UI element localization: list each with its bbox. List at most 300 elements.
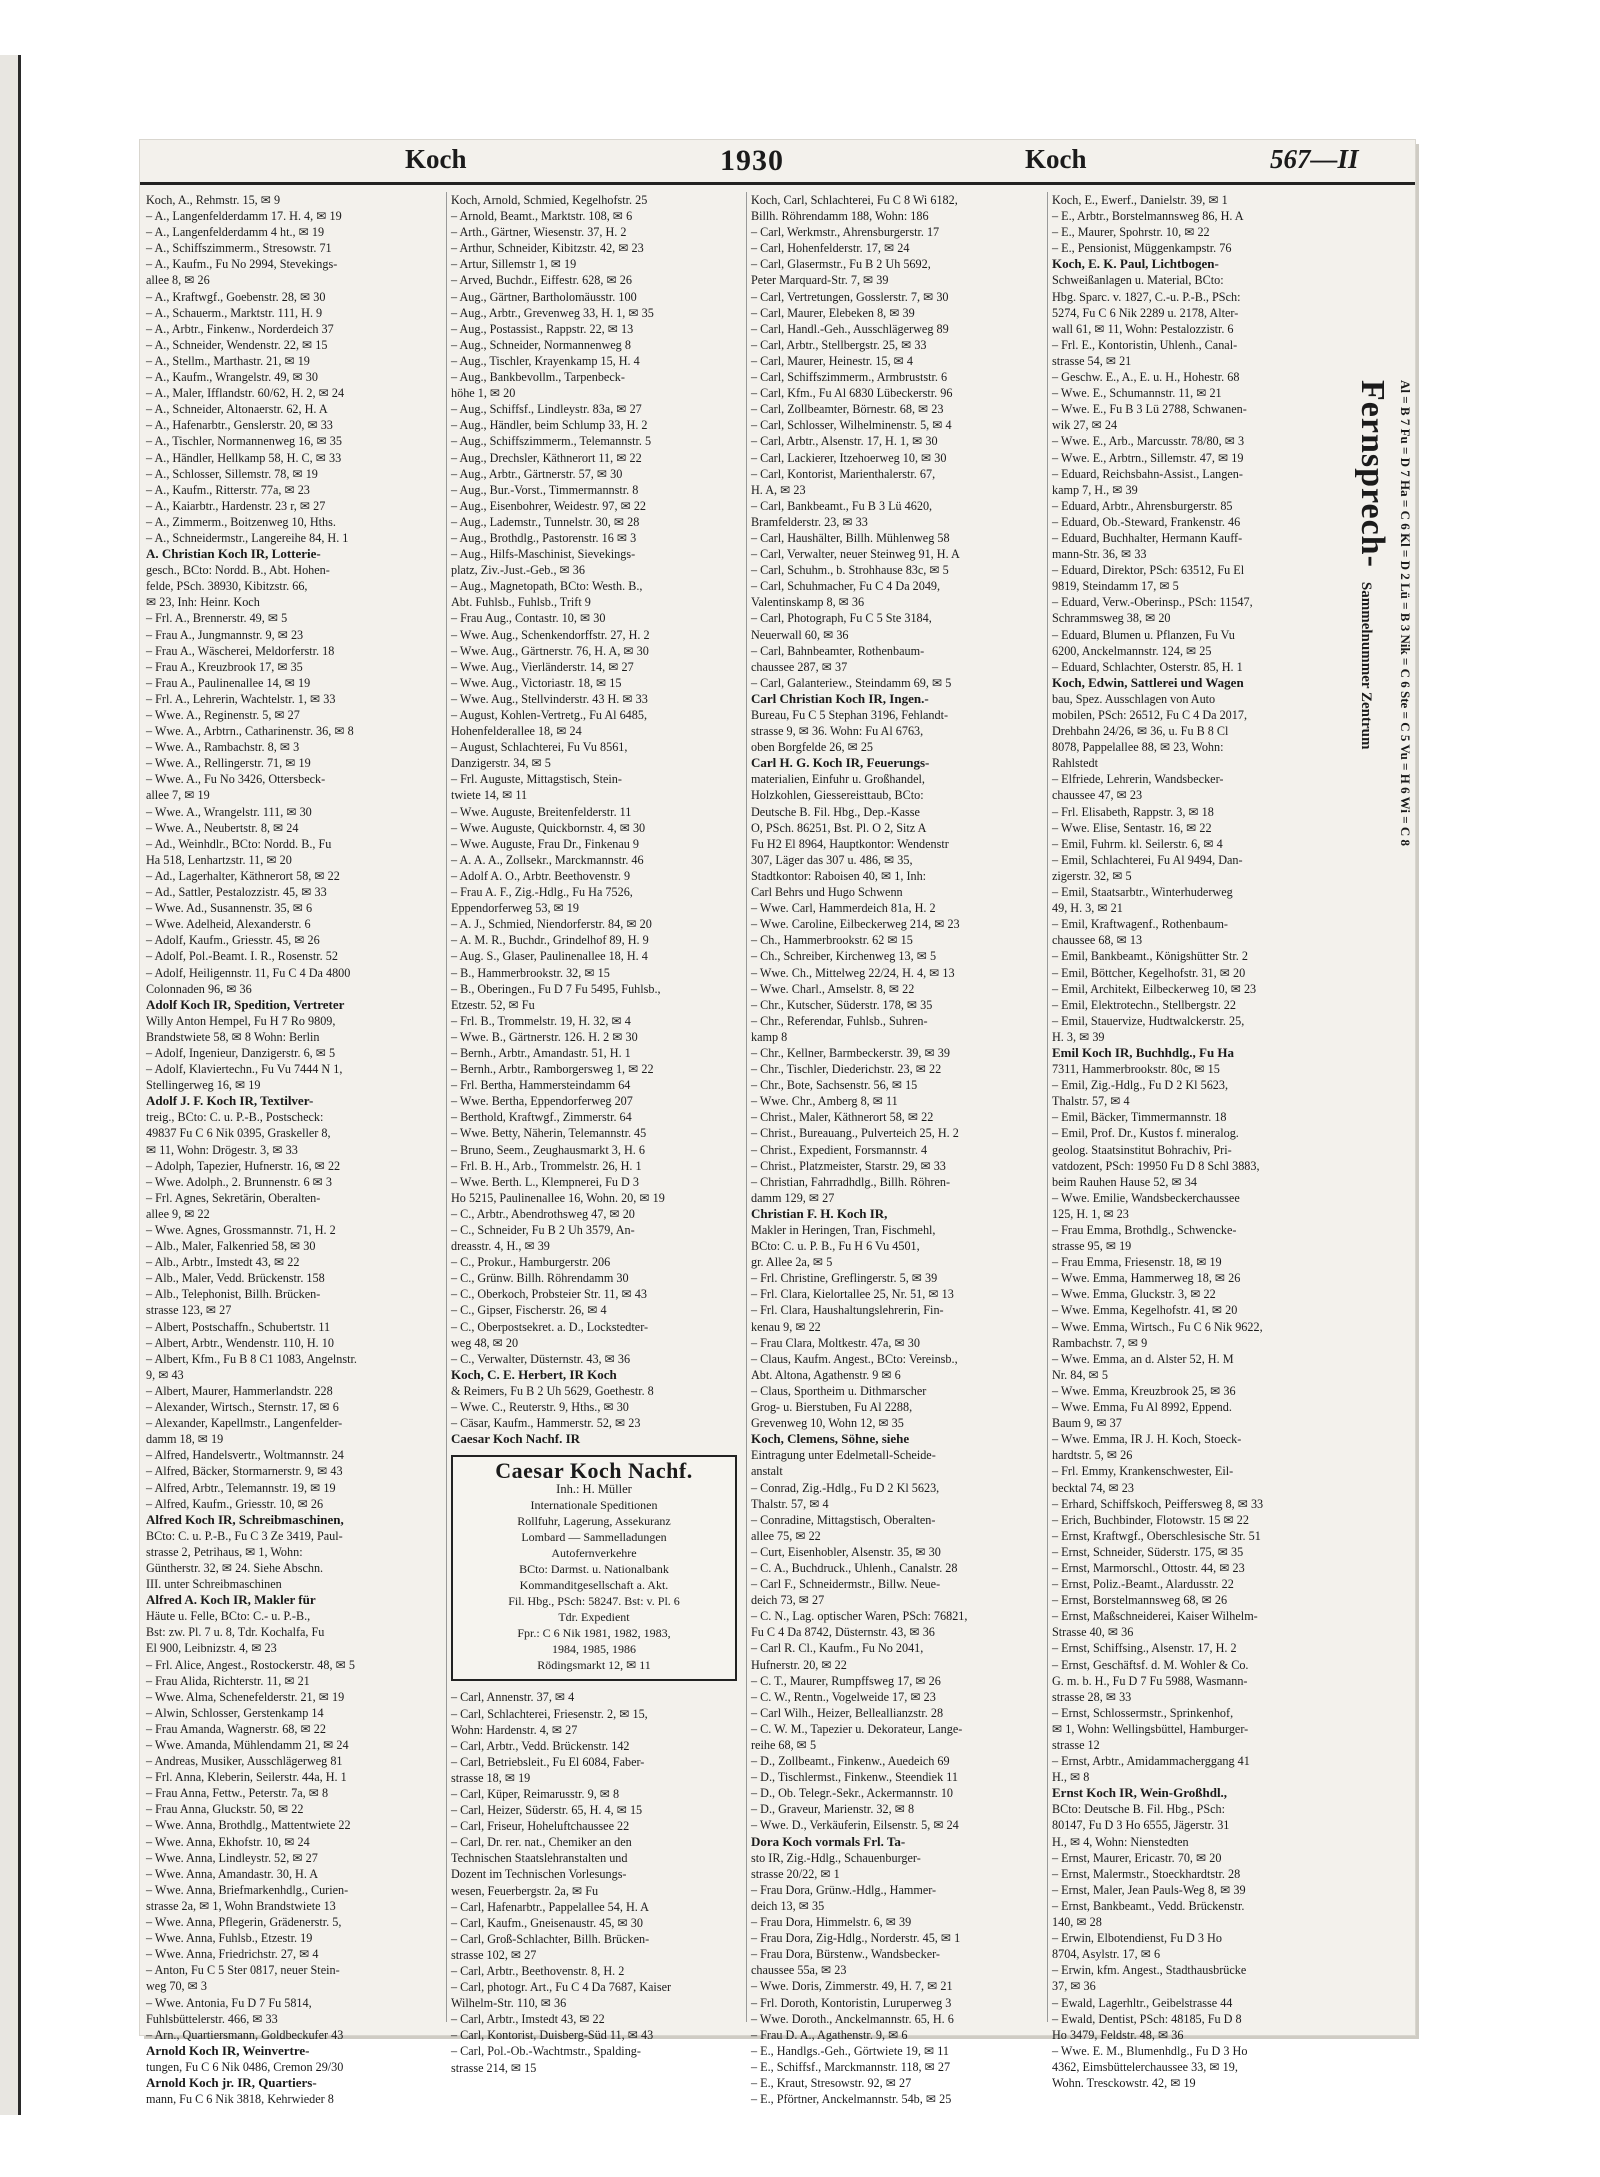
directory-entry: – Carl F., Schneidermstr., Billw. Neue- <box>751 1577 941 1592</box>
directory-entry: Peter Marquard-Str. 7, ✉ 39 <box>751 273 889 288</box>
directory-entry: Rambachstr. 7, ✉ 9 <box>1052 1335 1148 1350</box>
directory-entry: – Wwe. Anna, Brothdlg., Mattentwiete 22 <box>146 1818 351 1833</box>
directory-entry: – Wwe. Ch., Mittelweg 22/24, H. 4, ✉ 13 <box>751 965 955 980</box>
directory-entry: – Frau Dora, Zig-Hdlg., Norderstr. 45, ✉ 1 <box>751 1931 961 1946</box>
directory-entry: Schweißanlagen u. Material, BCto: <box>1052 273 1224 288</box>
directory-entry: – Wwe. Chr., Amberg 8, ✉ 11 <box>751 1094 898 1109</box>
directory-entry: deich 73, ✉ 27 <box>751 1593 825 1608</box>
directory-entry: – Albert, Maurer, Hammerlandstr. 228 <box>146 1383 333 1398</box>
directory-entry: strasse 12 <box>1052 1738 1100 1752</box>
directory-entry: – A., Schneidermstr., Langereihe 84, H. 1 <box>146 530 349 545</box>
directory-entry: O, PSch. 86251, Bst. Pl. O 2, Sitz A <box>751 820 927 835</box>
directory-entry: strasse 214, ✉ 15 <box>451 2060 537 2075</box>
directory-entry: twiete 14, ✉ 11 <box>451 788 528 803</box>
directory-entry-bold: Arnold Koch jr. IR, Quartiers- <box>146 2074 317 2090</box>
directory-entry: – Carl, Schlosser, Wilhelminenstr. 5, ✉ 4 <box>751 418 952 433</box>
directory-entry: – Carl, Arbtr., Beethovenstr. 8, H. 2 <box>451 1964 625 1978</box>
directory-entry: – A., Tischler, Normannenweg 16, ✉ 35 <box>146 434 342 449</box>
directory-entry: Ho 3479, Feldstr. 48, ✉ 36 <box>1052 2027 1184 2042</box>
directory-entry: – Aug., Bankbevollm., Tarpenbeck- <box>451 370 625 385</box>
directory-entry: – Bernh., Arbtr., Ramborgersweg 1, ✉ 22 <box>451 1062 654 1077</box>
directory-entry: strasse 123, ✉ 27 <box>146 1303 232 1318</box>
directory-entry: hardtstr. 5, ✉ 26 <box>1052 1448 1133 1463</box>
directory-entry: – C. A., Buchdruck., Uhlenh., Canalstr. 28 <box>751 1560 958 1575</box>
directory-entry: – Christ., Expedient, Forsmannstr. 4 <box>751 1142 928 1157</box>
directory-entry: – Adolf, Pol.-Beamt. I. R., Rosenstr. 52 <box>146 949 338 964</box>
directory-entry: – Ch., Hammerbrookstr. 62 ✉ 15 <box>751 933 913 948</box>
directory-entry: – Alfred, Bäcker, Stormarnerstr. 9, ✉ 43 <box>146 1464 343 1479</box>
directory-entry: – Ad., Lagerhalter, Käthnerort 58, ✉ 22 <box>146 868 340 883</box>
directory-entry: – Wwe. Charl., Amselstr. 8, ✉ 22 <box>751 981 915 996</box>
directory-entry: – E., Kraut, Stresowstr. 92, ✉ 27 <box>751 2075 912 2090</box>
directory-entry: Hbg. Sparc. v. 1827, C.-u. P.-B., PSch: <box>1052 289 1241 304</box>
directory-entry: – Chr., Bote, Sachsenstr. 56, ✉ 15 <box>751 1078 918 1093</box>
directory-entry: becktal 74, ✉ 23 <box>1052 1480 1134 1495</box>
directory-entry: – Ernst, Kraftwgf., Oberschlesische Str. 51 <box>1052 1528 1261 1543</box>
directory-entry: – Carl, Hohenfelderstr. 17, ✉ 24 <box>751 241 910 256</box>
directory-entry: Stellingerweg 16, ✉ 19 <box>146 1078 261 1093</box>
directory-entry: – Wwe. A., Fu No 3426, Ottersbeck- <box>146 772 326 787</box>
directory-entry: – Carl, Pol.-Ob.-Wachtmstr., Spalding- <box>451 2044 641 2059</box>
directory-entry: damm 18, ✉ 19 <box>146 1432 224 1447</box>
directory-entry: – Wwe. E. M., Blumenhdlg., Fu D 3 Ho <box>1052 2043 1248 2058</box>
directory-entry: H., ✉ 8 <box>1052 1770 1090 1785</box>
directory-entry: – Ernst, Maßschneiderei, Kaiser Wilhelm- <box>1052 1609 1258 1624</box>
ad-line: Fil. Hbg., PSch: 58247. Bst: v. Pl. 6 <box>508 1594 680 1609</box>
directory-entry: tungen, Fu C 6 Nik 0486, Cremon 29/30 <box>146 2059 344 2074</box>
directory-entry: Dozent im Technischen Vorlesungs- <box>451 1867 627 1882</box>
directory-entry-bold: A. Christian Koch IR, Lotterie- <box>146 546 321 562</box>
directory-entry: – Frau A., Wäscherei, Meldorferstr. 18 <box>146 643 335 658</box>
directory-entry: – Frl. Clara, Kielortallee 25, Nr. 51, ✉ 13 <box>751 1287 954 1302</box>
directory-entry: – Elfriede, Lehrerin, Wandsbecker- <box>1052 772 1224 787</box>
directory-entry: kenau 9, ✉ 22 <box>751 1319 821 1334</box>
directory-entry: – Aug., Magnetopath, BCto: Westh. B., <box>451 579 643 594</box>
directory-entry: – Adolf, Heiligennstr. 11, Fu C 4 Da 4800 <box>146 965 351 980</box>
directory-entry: – Christian, Fahrradhdlg., Billh. Röhren- <box>751 1174 951 1189</box>
column-1 <box>146 192 436 2107</box>
directory-entry: – Wwe. Aug., Gärtnerstr. 76, H. A, ✉ 30 <box>451 643 649 658</box>
directory-entry: – Conradine, Mittagstisch, Oberalten- <box>751 1512 936 1527</box>
directory-entry-bold: Alfred A. Koch IR, Makler für <box>146 1592 316 1608</box>
directory-entry: 9, ✉ 43 <box>146 1367 184 1382</box>
directory-entry: – Emil, Bankbeamt., Königshütter Str. 2 <box>1052 949 1248 964</box>
directory-entry: allee 75, ✉ 22 <box>751 1528 821 1543</box>
ad-line: Rollfuhr, Lagerung, Assekuranz <box>517 1514 671 1529</box>
directory-entry: – Eduard, Buchhalter, Hermann Kauff- <box>1052 530 1243 545</box>
directory-entry: – Emil, Staatsarbtr., Winterhuderweg <box>1052 885 1233 900</box>
ad-line: Autofernverkehre <box>551 1546 637 1561</box>
directory-entry: III. unter Schreibmaschinen <box>146 1577 282 1592</box>
directory-entry: – Wwe. Agnes, Grossmannstr. 71, H. 2 <box>146 1223 336 1237</box>
directory-entry: – Carl, Arbtr., Imstedt 43, ✉ 22 <box>451 2012 605 2027</box>
directory-entry: – E., Pförtner, Anckelmannstr. 54b, ✉ 25 <box>751 2092 952 2107</box>
directory-entry: – Eduard, Verw.-Oberinsp., PSch: 11547, <box>1052 595 1253 610</box>
directory-entry: – Carl, Arbtr., Stellbergstr. 25, ✉ 33 <box>751 337 927 352</box>
directory-entry: – Alb., Maler, Vedd. Brückenstr. 158 <box>146 1271 325 1286</box>
directory-entry: H., ✉ 4, Wohn: Nienstedten <box>1052 1834 1189 1849</box>
directory-entry: kamp 8 <box>751 1029 788 1044</box>
directory-entry: Schrammsweg 38, ✉ 20 <box>1052 611 1171 626</box>
directory-entry: – Artur, Sillemstr 1, ✉ 19 <box>451 257 577 272</box>
directory-entry: – Anton, Fu C 5 Ster 0817, neuer Stein- <box>146 1963 340 1978</box>
page-header <box>140 140 1415 185</box>
directory-entry: wall 61, ✉ 11, Wohn: Pestalozzistr. 6 <box>1052 321 1234 336</box>
directory-entry: Etzestr. 52, ✉ Fu <box>451 997 535 1012</box>
directory-entry: – Eduard, Arbtr., Ahrensburgerstr. 85 <box>1052 498 1233 513</box>
directory-entry: chaussee 68, ✉ 13 <box>1052 933 1143 948</box>
directory-entry: mobilen, PSch: 26512, Fu C 4 Da 2017, <box>1052 708 1248 722</box>
directory-entry: – Frau Aug., Contastr. 10, ✉ 30 <box>451 611 606 626</box>
directory-entry: – Alfred, Arbtr., Telemannstr. 19, ✉ 19 <box>146 1480 336 1495</box>
directory-entry: – Carl, Photograph, Fu C 5 Ste 3184, <box>751 611 932 626</box>
directory-entry: – Frl. Alice, Angest., Rostockerstr. 48, ✉ 5 <box>146 1657 355 1672</box>
header-year: 1930 <box>720 144 784 177</box>
directory-entry: – Eduard, Schlachter, Osterstr. 85, H. 1 <box>1052 659 1243 674</box>
directory-entry: – Frau D. A., Agathenstr. 9, ✉ 6 <box>751 2027 908 2042</box>
directory-entry: oben Borgfelde 26, ✉ 25 <box>751 740 874 755</box>
directory-entry: – Wwe. Aug., Schenkendorffstr. 27, H. 2 <box>451 627 650 642</box>
directory-entry: sto IR, Zig.-Hdlg., Schauenburger- <box>751 1850 921 1865</box>
directory-entry: – A., Kaufm., Fu No 2994, Stevekings- <box>146 257 338 272</box>
directory-entry: – Carl, Küper, Reimarusstr. 9, ✉ 8 <box>451 1786 620 1801</box>
directory-entry: – Albert, Kfm., Fu B 8 C1 1083, Angelnstr. <box>146 1351 357 1366</box>
directory-entry: – Eduard, Blumen u. Pflanzen, Fu Vu <box>1052 627 1235 642</box>
directory-entry: gr. Allee 2a, ✉ 5 <box>751 1255 833 1270</box>
directory-entry: – Carl, Arbtr., Alsenstr. 17, H. 1, ✉ 30 <box>751 434 938 449</box>
directory-entry: – Frau Emma, Brothdlg., Schwencke- <box>1052 1223 1237 1237</box>
directory-entry-bold: Koch, E. K. Paul, Lichtbogen- <box>1052 256 1219 272</box>
directory-entry: – D., Zollbeamt., Finkenw., Auedeich 69 <box>751 1754 950 1769</box>
directory-entry: – Wwe. Berth. L., Klempnerei, Fu D 3 <box>451 1174 639 1189</box>
directory-entry: – Carl, Kfm., Fu Al 6830 Lübeckerstr. 96 <box>751 386 953 401</box>
directory-entry: Abt. Altona, Agathenstr. 9 ✉ 6 <box>751 1367 901 1382</box>
previous-page-edge <box>0 55 21 2115</box>
directory-entry: 4362, Eimsbüttelerchaussee 33, ✉ 19, <box>1052 2059 1238 2074</box>
directory-entry-bold: Adolf J. F. Koch IR, Textilver- <box>146 1093 314 1109</box>
directory-entry: – E., Handlgs.-Geh., Görtwiete 19, ✉ 11 <box>751 2043 949 2058</box>
directory-entry: Bst: zw. Pl. 7 u. 8, Tdr. Kochalfa, Fu <box>146 1625 325 1640</box>
directory-entry: – Wwe. B., Gärtnerstr. 126. H. 2 ✉ 30 <box>451 1029 638 1044</box>
telephone-sidebar <box>1354 380 1415 1660</box>
directory-entry: – Frl. B., Trommelstr. 19, H. 32, ✉ 4 <box>451 1013 631 1028</box>
directory-entry: – Frau A. F., Zig.-Hdlg., Fu Ha 7526, <box>451 885 633 900</box>
directory-entry: – Wwe. Elise, Sentastr. 16, ✉ 22 <box>1052 820 1212 835</box>
directory-entry: – Carl Wilh., Heizer, Belleallianzstr. 28 <box>751 1705 944 1720</box>
directory-entry: – Arthur, Schneider, Kibitzstr. 42, ✉ 23 <box>451 241 644 256</box>
directory-entry: anstalt <box>751 1464 783 1479</box>
directory-entry: weg 70, ✉ 3 <box>146 1979 207 1994</box>
directory-entry: – Wwe. Adelheid, Alexanderstr. 6 <box>146 917 311 932</box>
directory-entry: Bramfelderstr. 23, ✉ 33 <box>751 514 868 529</box>
directory-entry: – Carl, Handl.-Geh., Ausschlägerweg 89 <box>751 321 949 336</box>
directory-entry: – Aug., Händler, beim Schlump 33, H. 2 <box>451 418 648 433</box>
directory-entry: mann, Fu C 6 Nik 3818, Kehrwieder 8 <box>146 2092 334 2107</box>
directory-entry: – C. W. M., Tapezier u. Dekorateur, Lange- <box>751 1721 963 1736</box>
directory-entry: – Carl, Galanteriew., Steindamm 69, ✉ 5 <box>751 675 952 690</box>
directory-entry: – Wwe. Emma, IR J. H. Koch, Stoeck- <box>1052 1432 1242 1447</box>
directory-entry: – Ernst, Marmorschl., Ottostr. 44, ✉ 23 <box>1052 1560 1245 1575</box>
directory-entry: wik 27, ✉ 24 <box>1052 418 1118 433</box>
directory-entry: – Adolph, Tapezier, Hufnerstr. 16, ✉ 22 <box>146 1158 341 1173</box>
directory-entry: – Adolf, Ingenieur, Danzigerstr. 6, ✉ 5 <box>146 1045 336 1060</box>
directory-entry: – Carl, Glasermstr., Fu B 2 Uh 5692, <box>751 257 931 272</box>
directory-entry: 80147, Fu D 3 Ho 6555, Jägerstr. 31 <box>1052 1818 1230 1833</box>
directory-entry: ✉ 1, Wohn: Wellingsbüttel, Hamburger- <box>1052 1721 1249 1736</box>
directory-entry: – Ernst, Borstelmannsweg 68, ✉ 26 <box>1052 1593 1228 1608</box>
directory-entry: – Ernst, Schlossermstr., Sprinkenhof, <box>1052 1705 1234 1720</box>
directory-entry: allee 9, ✉ 22 <box>146 1206 210 1221</box>
directory-entry: – C., Gipser, Fischerstr. 26, ✉ 4 <box>451 1303 607 1318</box>
directory-entry: – August, Kohlen-Vertretg., Fu Al 6485, <box>451 708 648 722</box>
directory-entry: – Wwe. A., Reginenstr. 5, ✉ 27 <box>146 708 300 722</box>
directory-entry: – Frau A., Paulinenallee 14, ✉ 19 <box>146 675 311 690</box>
directory-entry: – C. T., Maurer, Rumpffsweg 17, ✉ 26 <box>751 1673 941 1688</box>
directory-entry: – Aug., Drechsler, Käthnerort 11, ✉ 22 <box>451 450 642 465</box>
directory-entry: – Emil, Prof. Dr., Kustos f. mineralog. <box>1052 1126 1239 1141</box>
directory-entry: geolog. Staatsinstitut Bohrachiv, Pri- <box>1052 1142 1232 1157</box>
directory-entry: – Ernst, Poliz.-Beamt., Alardusstr. 22 <box>1052 1577 1234 1592</box>
directory-entry: – A. J., Schmied, Niendorferstr. 84, ✉ 20 <box>451 917 652 932</box>
directory-entry: treig., BCto: C. u. P.-B., Postscheck: <box>146 1110 324 1125</box>
directory-entry: – C., Verwalter, Düsternstr. 43, ✉ 36 <box>451 1351 631 1366</box>
directory-entry: – Carl, Bahnbeamter, Rothenbaum- <box>751 643 925 658</box>
directory-entry: Ha 518, Lenhartzstr. 11, ✉ 20 <box>146 852 292 867</box>
directory-entry: deich 13, ✉ 35 <box>751 1898 825 1913</box>
directory-entry: – Carl, Vertretungen, Gosslerstr. 7, ✉ 30 <box>751 289 949 304</box>
directory-entry: Koch, Arnold, Schmied, Kegelhofstr. 25 <box>451 193 648 207</box>
directory-entry: – Wwe. Alma, Schenefelderstr. 21, ✉ 19 <box>146 1689 345 1704</box>
directory-entry: – A., Schiffszimmerm., Stresowstr. 71 <box>146 241 332 256</box>
directory-entry: 37, ✉ 36 <box>1052 1979 1096 1994</box>
directory-entry: – Frl. Bertha, Hammersteindamm 64 <box>451 1078 631 1093</box>
ad-title: Caesar Koch Nachf. <box>495 1458 693 1484</box>
directory-entry: – C., Oberkoch, Probsteier Str. 11, ✉ 43 <box>451 1287 647 1302</box>
directory-entry: – Frl. E., Kontoristin, Uhlenh., Canal- <box>1052 337 1238 352</box>
directory-entry: – Carl, Hafenarbtr., Pappelallee 54, H. A <box>451 1899 649 1914</box>
directory-entry: 5274, Fu C 6 Nik 2289 u. 2178, Alter- <box>1052 305 1239 320</box>
column-3 <box>746 192 1041 2107</box>
directory-entry: – D., Ob. Telegr.-Sekr., Ackermannstr. 10 <box>751 1786 954 1801</box>
directory-entry: ✉ 23, Inh: Heinr. Koch <box>146 595 260 610</box>
directory-entry: allee 7, ✉ 19 <box>146 788 210 803</box>
directory-entry: – C., Arbtr., Abendrothsweg 47, ✉ 20 <box>451 1206 635 1221</box>
directory-entry: zigerstr. 32, ✉ 5 <box>1052 868 1132 883</box>
directory-entry: – Carl, Maurer, Elebeken 8, ✉ 39 <box>751 305 915 320</box>
directory-entry: – Frl. Clara, Haushaltungslehrerin, Fin- <box>751 1303 944 1318</box>
ad-line: Kommanditgesellschaft a. Akt. <box>519 1578 669 1593</box>
directory-entry: – Wwe. Carl, Hammerdeich 81a, H. 2 <box>751 901 936 916</box>
directory-entry: – C., Grünw. Billh. Röhrendamm 30 <box>451 1271 629 1286</box>
directory-entry: – Bernh., Arbtr., Amandastr. 51, H. 1 <box>451 1045 631 1060</box>
directory-entry: – Aug., Brothdlg., Pastorenstr. 16 ✉ 3 <box>451 530 637 545</box>
directory-entry: – C. N., Lag. optischer Waren, PSch: 76821, <box>751 1609 968 1624</box>
directory-entry: Eintragung unter Edelmetall-Scheide- <box>751 1448 936 1463</box>
directory-entry: – Carl, Bankbeamt., Fu B 3 Lü 4620, <box>751 498 933 513</box>
directory-entry: – Wwe. E., Arb., Marcusstr. 78/80, ✉ 3 <box>1052 434 1245 449</box>
directory-entry: strasse 102, ✉ 27 <box>451 1947 537 1962</box>
directory-entry: – A. M. R., Buchdr., Grindelhof 89, H. 9 <box>451 933 649 948</box>
directory-entry: – Emil, Architekt, Eilbeckerweg 10, ✉ 23 <box>1052 981 1257 996</box>
directory-entry-bold: Alfred Koch IR, Schreibmaschinen, <box>146 1511 344 1527</box>
directory-entry: – Eduard, Ob.-Steward, Frankenstr. 46 <box>1052 514 1241 529</box>
directory-entry: Thalstr. 57, ✉ 4 <box>751 1496 829 1511</box>
directory-entry: – A., Zimmerm., Boitzenweg 10, Hths. <box>146 514 336 529</box>
directory-entry: – Bruno, Seem., Zeughausmarkt 3, H. 6 <box>451 1142 645 1157</box>
directory-entry-bold: Dora Koch vormals Frl. Ta- <box>751 1833 906 1849</box>
directory-entry: – Frl. Doroth, Kontoristin, Luruperweg 3 <box>751 1995 952 2010</box>
directory-entry: Stadtkontor: Raboisen 40, ✉ 1, Inh: <box>751 868 927 883</box>
directory-entry: & Reimers, Fu B 2 Uh 5629, Goethestr. 8 <box>451 1383 654 1398</box>
directory-entry: strasse 9, ✉ 36. Wohn: Fu Al 6763, <box>751 724 924 739</box>
directory-entry: 49, H. 3, ✉ 21 <box>1052 901 1123 916</box>
directory-entry: materialien, Einfuhr u. Großhandel, <box>751 772 925 787</box>
directory-entry: – Erich, Buchbinder, Flotowstr. 15 ✉ 22 <box>1052 1512 1249 1527</box>
directory-entry: – Chr., Kutscher, Süderstr. 178, ✉ 35 <box>751 997 933 1012</box>
directory-entry: 49837 Fu C 6 Nik 0395, Graskeller 8, <box>146 1126 331 1141</box>
directory-entry: – Frl. B. H., Arb., Trommelstr. 26, H. 1 <box>451 1158 642 1173</box>
directory-entry: – Carl, Werkmstr., Ahrensburgerstr. 17 <box>751 225 940 240</box>
directory-entry: – Christ., Bureauang., Pulverteich 25, H. 2 <box>751 1126 959 1141</box>
directory-entry: H. 3, ✉ 39 <box>1052 1029 1105 1044</box>
directory-entry: G. m. b. H., Fu D 7 Fu 5988, Wasmann- <box>1052 1673 1248 1688</box>
ad-line: Rödingsmarkt 12, ✉ 11 <box>537 1658 651 1673</box>
directory-entry: – Adolf A. O., Arbtr. Beethovenstr. 9 <box>451 868 631 883</box>
directory-entry: – Cäsar, Kaufm., Hammerstr. 52, ✉ 23 <box>451 1416 641 1431</box>
directory-entry: – Frau Alida, Richterstr. 11, ✉ 21 <box>146 1673 310 1688</box>
directory-entry: – Frl. Anna, Kleberin, Seilerstr. 44a, H. 1 <box>146 1770 347 1785</box>
directory-entry: – Ernst, Schiffsing., Alsenstr. 17, H. 2 <box>1052 1641 1237 1656</box>
directory-entry: – Frl. Elisabeth, Rappstr. 3, ✉ 18 <box>1052 804 1214 819</box>
directory-entry: – Wwe. E., Fu B 3 Lü 2788, Schwanen- <box>1052 402 1247 417</box>
directory-entry: – Chr., Kellner, Barmbeckerstr. 39, ✉ 39 <box>751 1045 950 1060</box>
column-2 <box>446 192 741 2075</box>
directory-entry: – Arn., Quartiersmann, Goldbeckufer 43 <box>146 2027 344 2042</box>
directory-entry: – Carl, Annenstr. 37, ✉ 4 <box>451 1690 575 1705</box>
directory-entry: gesch., BCto: Nordd. B., Abt. Hohen- <box>146 563 330 578</box>
directory-entry: – Carl, Haushälter, Billh. Mühlenweg 58 <box>751 530 950 545</box>
directory-entry: 307, Läger das 307 u. 486, ✉ 35, <box>751 852 913 867</box>
directory-entry: – Emil, Schlachterei, Fu Al 9494, Dan- <box>1052 852 1243 867</box>
directory-entry-bold: Adolf Koch IR, Spedition, Vertreter <box>146 996 345 1012</box>
directory-entry: – Emil, Fuhrm. kl. Seilerstr. 6, ✉ 4 <box>1052 836 1223 851</box>
directory-entry: mann-Str. 36, ✉ 33 <box>1052 547 1147 562</box>
directory-entry: 7311, Hammerbrookstr. 80c, ✉ 15 <box>1052 1062 1220 1077</box>
directory-entry: – Carl, Schiffszimmerm., Armbruststr. 6 <box>751 370 948 385</box>
directory-entry: – Erwin, Elbotendienst, Fu D 3 Ho <box>1052 1931 1222 1946</box>
directory-entry: – A., Kaufm., Ritterstr. 77a, ✉ 23 <box>146 482 310 497</box>
directory-entry: – Carl, Schlachterei, Friesenstr. 2, ✉ 15, <box>451 1706 648 1721</box>
directory-entry: – Aug., Schiffsf., Lindleystr. 83a, ✉ 27 <box>451 402 642 417</box>
directory-entry: – Berthold, Kraftwgf., Zimmerstr. 64 <box>451 1110 632 1125</box>
directory-entry: – Carl, Maurer, Heinestr. 15, ✉ 4 <box>751 353 914 368</box>
directory-entry: – Erwin, kfm. Angest., Stadthausbrücke <box>1052 1963 1247 1978</box>
directory-entry: – Aug., Schneider, Normannenweg 8 <box>451 337 631 352</box>
directory-entry: – Wwe. Emma, an d. Alster 52, H. M <box>1052 1351 1234 1366</box>
directory-entry: – Alexander, Kapellmstr., Langenfelder- <box>146 1416 343 1431</box>
directory-entry: – Carl, Kontorist, Duisberg-Süd 11, ✉ 43 <box>451 2028 654 2043</box>
directory-entry: – A., Schneider, Wendenstr. 22, ✉ 15 <box>146 337 328 352</box>
directory-entry: Strasse 40, ✉ 36 <box>1052 1625 1134 1640</box>
directory-entry: wesen, Feuerbergstr. 2a, ✉ Fu <box>451 1883 599 1898</box>
sidebar-subtitle: Sammelnummer Zentrum <box>1358 581 1374 750</box>
directory-entry: strasse 28, ✉ 33 <box>1052 1689 1132 1704</box>
directory-entry: – Erhard, Schiffskoch, Peiffersweg 8, ✉ 33 <box>1052 1496 1264 1511</box>
directory-entry: – Wwe. E., Schumannstr. 11, ✉ 21 <box>1052 386 1222 401</box>
directory-entry: Ho 5215, Paulinenallee 16, Wohn. 20, ✉ 19 <box>451 1190 665 1205</box>
directory-entry: Fu H2 El 8964, Hauptkontor: Wendenstr <box>751 836 949 851</box>
directory-entry: – Aug., Tischler, Krayenkamp 15, H. 4 <box>451 353 640 368</box>
directory-entry: – A., Stellm., Marthastr. 21, ✉ 19 <box>146 353 310 368</box>
directory-entry: – Frau Clara, Moltkestr. 47a, ✉ 30 <box>751 1335 920 1350</box>
directory-entry: – Arnold, Beamt., Marktstr. 108, ✉ 6 <box>451 209 633 224</box>
directory-entry: – Eduard, Direktor, PSch: 63512, Fu El <box>1052 563 1245 578</box>
directory-entry: – Wwe. Aug., Stellvinderstr. 43 H. ✉ 33 <box>451 691 648 706</box>
ad-line: BCto: Darmst. u. Nationalbank <box>519 1562 669 1577</box>
directory-entry: – Frl. Emmy, Krankenschwester, Eil- <box>1052 1464 1234 1479</box>
directory-entry: – D., Graveur, Marienstr. 32, ✉ 8 <box>751 1802 915 1817</box>
directory-entry: Colonnaden 96, ✉ 36 <box>146 981 252 996</box>
directory-entry: 6200, Anckelmannstr. 124, ✉ 25 <box>1052 643 1212 658</box>
directory-entry: – Alfred, Kaufm., Griesstr. 10, ✉ 26 <box>146 1496 324 1511</box>
directory-entry: – Wwe. Anna, Friedrichstr. 27, ✉ 4 <box>146 1947 319 1962</box>
directory-entry: – Carl, Schuhmacher, Fu C 4 Da 2049, <box>751 579 941 594</box>
directory-entry: Technischen Staatslehranstalten und <box>451 1851 628 1866</box>
directory-entry: – Wwe. Anna, Pflegerin, Grädenerstr. 5, <box>146 1915 342 1930</box>
directory-entry: Fu C 4 Da 8742, Düsternstr. 43, ✉ 36 <box>751 1625 935 1640</box>
directory-entry: Drehbahn 24/26, ✉ 36, u. Fu B 8 Cl <box>1052 724 1229 739</box>
directory-entry: – Wwe. Adolph., 2. Brunnenstr. 6 ✉ 3 <box>146 1174 333 1189</box>
directory-entry: – Carl, Betriebsleit., Fu El 6084, Faber- <box>451 1754 645 1769</box>
directory-entry: – Christ., Maler, Käthnerort 58, ✉ 22 <box>751 1110 934 1125</box>
directory-entry: Häute u. Felle, BCto: C.- u. P.-B., <box>146 1609 311 1624</box>
directory-entry: – C., Prokur., Hamburgerstr. 206 <box>451 1255 611 1270</box>
directory-entry: – Aug., Postassist., Rappstr. 22, ✉ 13 <box>451 321 634 336</box>
directory-entry: Carl Behrs und Hugo Schwenn <box>751 885 903 900</box>
directory-entry: – E., Schiffsf., Marckmannstr. 118, ✉ 27 <box>751 2059 951 2074</box>
directory-entry: Koch, Carl, Schlachterei, Fu C 8 Wi 6182, <box>751 193 958 207</box>
directory-entry: – Claus, Sportheim u. Dithmarscher <box>751 1383 927 1398</box>
directory-entry: – Emil, Stauervize, Hudtwalckerstr. 25, <box>1052 1013 1245 1028</box>
directory-entry: Bureau, Fu C 5 Stephan 3196, Fehlandt- <box>751 708 949 722</box>
directory-entry: – Wwe. A., Rellingerstr. 71, ✉ 19 <box>146 756 311 771</box>
directory-entry: – Wwe. Anna, Lindleystr. 52, ✉ 27 <box>146 1850 318 1865</box>
directory-entry: Grog- u. Bierstuben, Fu Al 2288, <box>751 1400 913 1415</box>
directory-entry: – Ernst, Geschäftsf. d. M. Wohler & Co. <box>1052 1657 1249 1672</box>
directory-entry: – Wwe. Emma, Wirtsch., Fu C 6 Nik 9622, <box>1052 1319 1263 1334</box>
directory-entry: – Albert, Arbtr., Wendenstr. 110, H. 10 <box>146 1335 334 1350</box>
directory-entry: BCto: C. u. P.-B., Fu C 3 Ze 3419, Paul- <box>146 1528 343 1543</box>
directory-entry: – A. A. A., Zollsekr., Marckmannstr. 46 <box>451 852 644 867</box>
directory-entry: – Adolf, Klaviertechn., Fu Vu 7444 N 1, <box>146 1062 343 1077</box>
directory-entry: – Wwe. Anna, Amandastr. 30, H. A <box>146 1866 319 1881</box>
directory-entry: Thalstr. 57, ✉ 4 <box>1052 1094 1130 1109</box>
directory-entry: – Wwe. Emma, Hammerweg 18, ✉ 26 <box>1052 1271 1241 1286</box>
directory-entry: – Wwe. Ad., Susannenstr. 35, ✉ 6 <box>146 901 313 916</box>
advertisement-box <box>451 1455 737 1681</box>
directory-entry: – Ewald, Dentist, PSch: 48185, Fu D 8 <box>1052 2011 1242 2026</box>
directory-entry: – Carl, Groß-Schlachter, Billh. Brücken- <box>451 1931 650 1946</box>
directory-entry: allee 8, ✉ 26 <box>146 273 210 288</box>
directory-entry: BCto: Deutsche B. Fil. Hbg., PSch: <box>1052 1802 1226 1817</box>
directory-entry: – Carl R. Cl., Kaufm., Fu No 2041, <box>751 1641 924 1656</box>
ad-line: Internationale Speditionen <box>530 1498 658 1513</box>
directory-entry: Fuhlsbüttelerstr. 466, ✉ 33 <box>146 2011 278 2026</box>
directory-entry: – Frau Dora, Bürstenw., Wandsbecker- <box>751 1947 940 1962</box>
directory-entry: – Frau A., Jungmannstr. 9, ✉ 23 <box>146 627 304 642</box>
directory-entry: – Wwe. Amanda, Mühlendamm 21, ✉ 24 <box>146 1738 349 1752</box>
directory-entry: – Carl, Lackierer, Itzehoerweg 10, ✉ 30 <box>751 450 947 465</box>
